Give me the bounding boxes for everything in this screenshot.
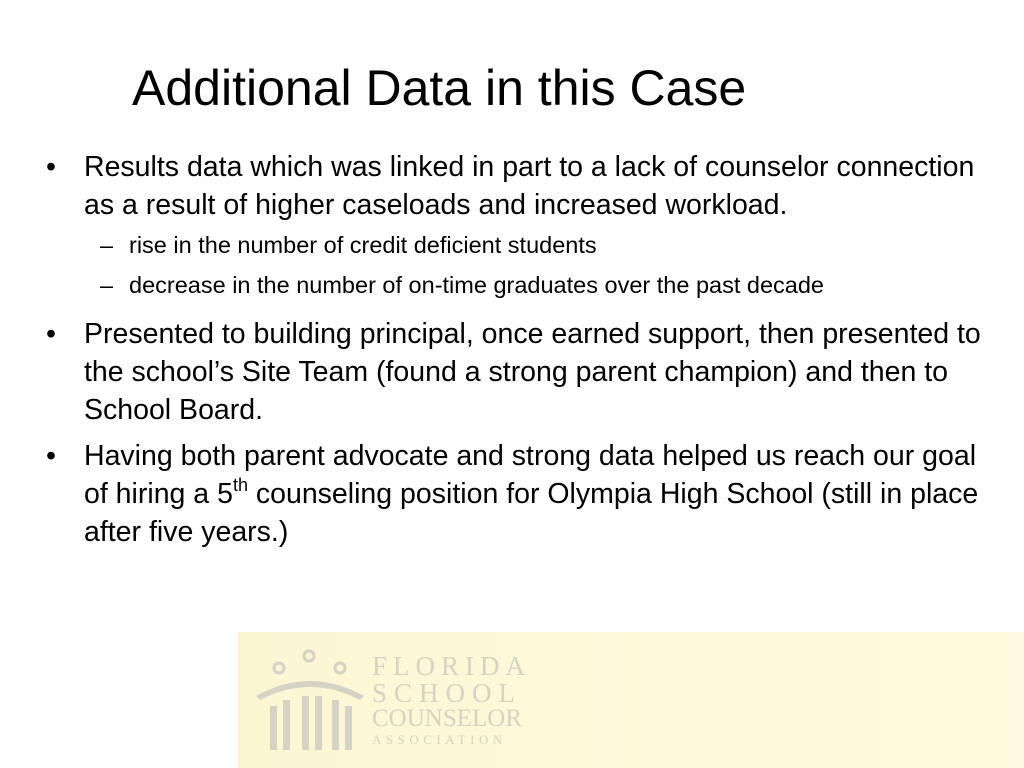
bullet-marker: • <box>46 151 56 183</box>
ordinal-superscript: th <box>232 474 248 495</box>
bullet-marker: • <box>46 440 56 472</box>
bullet-text <box>84 440 978 548</box>
bullet-text: Results data which was linked in part to a lack of counselor connection as a result of higher caseloads and increased workload. <box>84 151 975 221</box>
sub-bullet-item-1 <box>0 230 1000 261</box>
wordmark-line-2: SCHOOL <box>372 678 523 708</box>
bullet-marker: • <box>46 318 56 350</box>
wordmark-line-1: FLORIDA <box>372 651 532 681</box>
slide-body <box>0 148 1000 559</box>
bullet-item-2 <box>0 315 1000 429</box>
bullet-item-3 <box>0 437 1000 551</box>
sub-bullet-text: decrease in the number of on-time graduates over the past decade <box>129 272 824 298</box>
bullet-text-before: Having both parent advocate and strong data helped us reach our goal of hiring a 5 <box>84 440 977 510</box>
sub-bullet-text: rise in the number of credit deficient students <box>129 232 597 258</box>
dash-marker: – <box>100 232 114 258</box>
dash-marker: – <box>100 272 114 298</box>
slide-title: Additional Data in this Case <box>132 60 747 116</box>
bullet-text: Presented to building principal, once earned support, then presented to the school’s Site Team (found a strong parent champion) and then to School Board. <box>84 318 981 426</box>
bullet-text-after: counseling position for Olympia High School (still in place after five years.) <box>84 478 979 548</box>
association-wordmark <box>372 652 531 748</box>
bullet-item-1 <box>0 148 1000 224</box>
sub-bullet-item-2 <box>0 270 1000 301</box>
wordmark-line-3: COUNSELOR <box>372 705 523 732</box>
wordmark-line-4: ASSOCIATION <box>372 732 507 747</box>
